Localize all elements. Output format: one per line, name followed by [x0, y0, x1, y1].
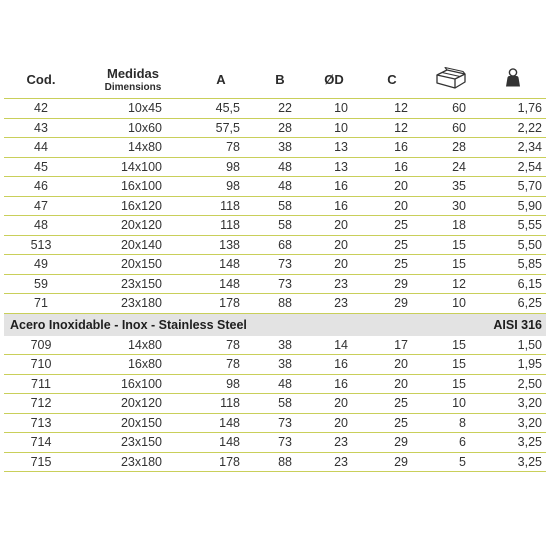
cell-weight: 2,34: [517, 140, 542, 155]
cell-weight: 2,54: [517, 159, 542, 174]
cell-box-qty: 12: [452, 276, 466, 291]
cell-box-qty: 15: [452, 237, 466, 252]
table-row: [4, 255, 546, 275]
cell-c: 25: [394, 237, 408, 252]
cell-dimensions: 20x140: [120, 237, 162, 252]
section-grade: AISI 316: [422, 313, 546, 336]
cell-box-qty: 60: [452, 101, 466, 116]
cell-c: 29: [394, 276, 408, 291]
cell-diameter: 14: [334, 337, 348, 352]
cell-box-qty: 10: [452, 396, 466, 411]
cell-b: 48: [278, 159, 292, 174]
cell-diameter: 20: [334, 257, 348, 272]
cell-diameter: 13: [334, 159, 348, 174]
cell-box-qty: 15: [452, 337, 466, 352]
cell-c: 20: [394, 376, 408, 391]
table-row: [4, 216, 546, 236]
cell-box-qty: 15: [452, 376, 466, 391]
cell-a: 118: [220, 218, 240, 233]
cell-diameter: 20: [334, 415, 348, 430]
cell-cod: 712: [30, 396, 52, 411]
cell-a: 138: [219, 237, 240, 252]
cell-weight: 2,22: [517, 120, 542, 135]
box-icon: [434, 66, 468, 93]
cell-b: 28: [278, 120, 292, 135]
table-row: [4, 336, 546, 355]
table-row: [4, 138, 546, 158]
cell-box-qty: 18: [452, 218, 466, 233]
cell-b: 38: [278, 337, 292, 352]
table-row: [4, 374, 546, 394]
cell-c: 17: [394, 337, 408, 352]
cell-c: 16: [394, 140, 408, 155]
cell-cod: 715: [30, 454, 52, 469]
cell-a: 148: [219, 435, 240, 450]
cell-c: 20: [394, 198, 408, 213]
cell-a: 98: [226, 376, 240, 391]
table-row: [4, 196, 546, 216]
cell-weight: 3,20: [517, 396, 542, 411]
cell-b: 58: [278, 218, 292, 233]
cell-box-qty: 15: [452, 357, 466, 372]
cell-weight: 5,50: [517, 237, 542, 252]
cell-box-qty: 15: [452, 257, 466, 272]
header-medidas-label: Medidas: [106, 65, 159, 81]
cell-c: 25: [394, 396, 408, 411]
header-cod: Cod.: [26, 71, 56, 87]
cell-a: 148: [219, 276, 240, 291]
cell-c: 12: [394, 101, 408, 116]
cell-a: 178: [219, 296, 240, 311]
cell-weight: 5,85: [517, 257, 542, 272]
cell-dimensions: 23x180: [120, 454, 162, 469]
cell-cod: 43: [34, 120, 48, 135]
cell-a: 98: [226, 179, 240, 194]
cell-a: 178: [219, 454, 240, 469]
cell-weight: 1,50: [517, 337, 542, 352]
product-table: [4, 60, 546, 472]
cell-c: 29: [394, 296, 408, 311]
cell-a: 148: [219, 257, 240, 272]
section-title: Acero Inoxidable - Inox - Stainless Steel: [4, 313, 422, 336]
cell-box-qty: 6: [459, 435, 466, 450]
cell-diameter: 16: [334, 198, 348, 213]
cell-cod: 44: [34, 140, 48, 155]
cell-cod: 713: [30, 415, 52, 430]
cell-diameter: 16: [334, 376, 348, 391]
cell-c: 29: [394, 435, 408, 450]
cell-b: 73: [278, 415, 292, 430]
header-c: C: [387, 71, 397, 87]
cell-dimensions: 20x120: [120, 396, 162, 411]
cell-cod: 47: [34, 198, 48, 213]
cell-box-qty: 24: [452, 159, 466, 174]
cell-cod: 709: [30, 337, 52, 352]
cell-cod: 48: [34, 218, 48, 233]
table-header-row: [4, 60, 546, 99]
cell-b: 88: [278, 454, 292, 469]
cell-diameter: 23: [334, 454, 348, 469]
cell-diameter: 23: [334, 276, 348, 291]
cell-diameter: 20: [334, 237, 348, 252]
cell-cod: 710: [30, 357, 52, 372]
cell-weight: 2,50: [517, 376, 542, 391]
cell-cod: 49: [34, 257, 48, 272]
cell-a: 78: [226, 337, 240, 352]
cell-box-qty: 28: [452, 140, 466, 155]
cell-b: 48: [278, 376, 292, 391]
cell-a: 118: [220, 198, 240, 213]
cell-c: 16: [394, 159, 408, 174]
cell-a: 98: [226, 159, 240, 174]
table-row: [4, 177, 546, 197]
table-row: [4, 118, 546, 138]
cell-cod: 71: [34, 296, 48, 311]
cell-b: 48: [278, 179, 292, 194]
table-row: [4, 413, 546, 433]
header-diameter: ØD: [324, 71, 344, 87]
cell-cod: 45: [34, 159, 48, 174]
cell-dimensions: 16x100: [120, 179, 162, 194]
table-row: [4, 99, 546, 119]
cell-cod: 513: [30, 237, 52, 252]
header-weight: [480, 60, 546, 99]
cell-dimensions: 16x100: [120, 376, 162, 391]
cell-weight: 5,90: [517, 198, 542, 213]
section-header: [4, 313, 546, 336]
header-a: A: [216, 71, 226, 87]
cell-weight: 3,25: [517, 435, 542, 450]
cell-box-qty: 5: [459, 454, 466, 469]
cell-diameter: 16: [334, 357, 348, 372]
cell-weight: 5,70: [517, 179, 542, 194]
table-body-stainless: [4, 336, 546, 472]
cell-box-qty: 10: [452, 296, 466, 311]
cell-cod: 46: [34, 179, 48, 194]
cell-diameter: 20: [334, 396, 348, 411]
table-row: [4, 294, 546, 314]
cell-diameter: 10: [334, 120, 348, 135]
cell-a: 45,5: [215, 101, 240, 116]
cell-weight: 3,20: [517, 415, 542, 430]
cell-dimensions: 20x150: [120, 257, 162, 272]
cell-b: 68: [278, 237, 292, 252]
cell-dimensions: 16x120: [120, 198, 162, 213]
cell-cod: 59: [34, 276, 48, 291]
table-row: [4, 394, 546, 414]
cell-b: 73: [278, 276, 292, 291]
cell-box-qty: 30: [452, 198, 466, 213]
cell-weight: 5,55: [517, 218, 542, 233]
table-row: [4, 157, 546, 177]
weight-icon: [502, 67, 524, 92]
cell-b: 38: [278, 140, 292, 155]
table-row: [4, 355, 546, 375]
cell-b: 88: [278, 296, 292, 311]
cell-dimensions: 16x80: [127, 357, 162, 372]
cell-cod: 711: [31, 376, 51, 391]
cell-weight: 6,25: [517, 296, 542, 311]
table-row: [4, 433, 546, 453]
cell-dimensions: 14x100: [120, 159, 162, 174]
cell-dimensions: 10x60: [127, 120, 162, 135]
cell-b: 73: [278, 435, 292, 450]
cell-b: 58: [278, 198, 292, 213]
cell-c: 25: [394, 218, 408, 233]
section-row: [4, 313, 546, 336]
cell-diameter: 23: [334, 435, 348, 450]
table-row: [4, 235, 546, 255]
cell-c: 20: [394, 357, 408, 372]
cell-a: 78: [226, 357, 240, 372]
cell-box-qty: 60: [452, 120, 466, 135]
cell-weight: 3,25: [517, 454, 542, 469]
cell-a: 57,5: [215, 120, 240, 135]
cell-c: 12: [394, 120, 408, 135]
cell-dimensions: 20x120: [120, 218, 162, 233]
table-row: [4, 452, 546, 472]
cell-b: 73: [278, 257, 292, 272]
cell-diameter: 23: [334, 296, 348, 311]
cell-c: 25: [394, 415, 408, 430]
cell-b: 22: [278, 101, 292, 116]
cell-b: 58: [278, 396, 292, 411]
cell-box-qty: 35: [452, 179, 466, 194]
cell-weight: 6,15: [517, 276, 542, 291]
cell-diameter: 13: [334, 140, 348, 155]
cell-c: 25: [394, 257, 408, 272]
header-b: B: [275, 71, 285, 87]
cell-dimensions: 14x80: [127, 337, 162, 352]
cell-weight: 1,95: [517, 357, 542, 372]
cell-a: 148: [219, 415, 240, 430]
cell-c: 20: [394, 179, 408, 194]
cell-weight: 1,76: [517, 101, 542, 116]
cell-dimensions: 23x150: [120, 435, 162, 450]
header-dimensions-label: Dimensions: [104, 81, 162, 93]
cell-cod: 42: [34, 101, 48, 116]
cell-box-qty: 8: [459, 415, 466, 430]
cell-a: 118: [220, 396, 240, 411]
cell-cod: 714: [30, 435, 52, 450]
header-medidas: [78, 60, 188, 99]
cell-a: 78: [226, 140, 240, 155]
header-box: [422, 60, 480, 99]
cell-dimensions: 23x150: [120, 276, 162, 291]
cell-diameter: 20: [334, 218, 348, 233]
cell-c: 29: [394, 454, 408, 469]
cell-dimensions: 20x150: [120, 415, 162, 430]
table-row: [4, 274, 546, 294]
table-body-carbon: [4, 99, 546, 314]
cell-dimensions: 10x45: [127, 101, 162, 116]
cell-diameter: 16: [334, 179, 348, 194]
cell-dimensions: 23x180: [120, 296, 162, 311]
cell-b: 38: [278, 357, 292, 372]
cell-dimensions: 14x80: [127, 140, 162, 155]
cell-diameter: 10: [334, 101, 348, 116]
